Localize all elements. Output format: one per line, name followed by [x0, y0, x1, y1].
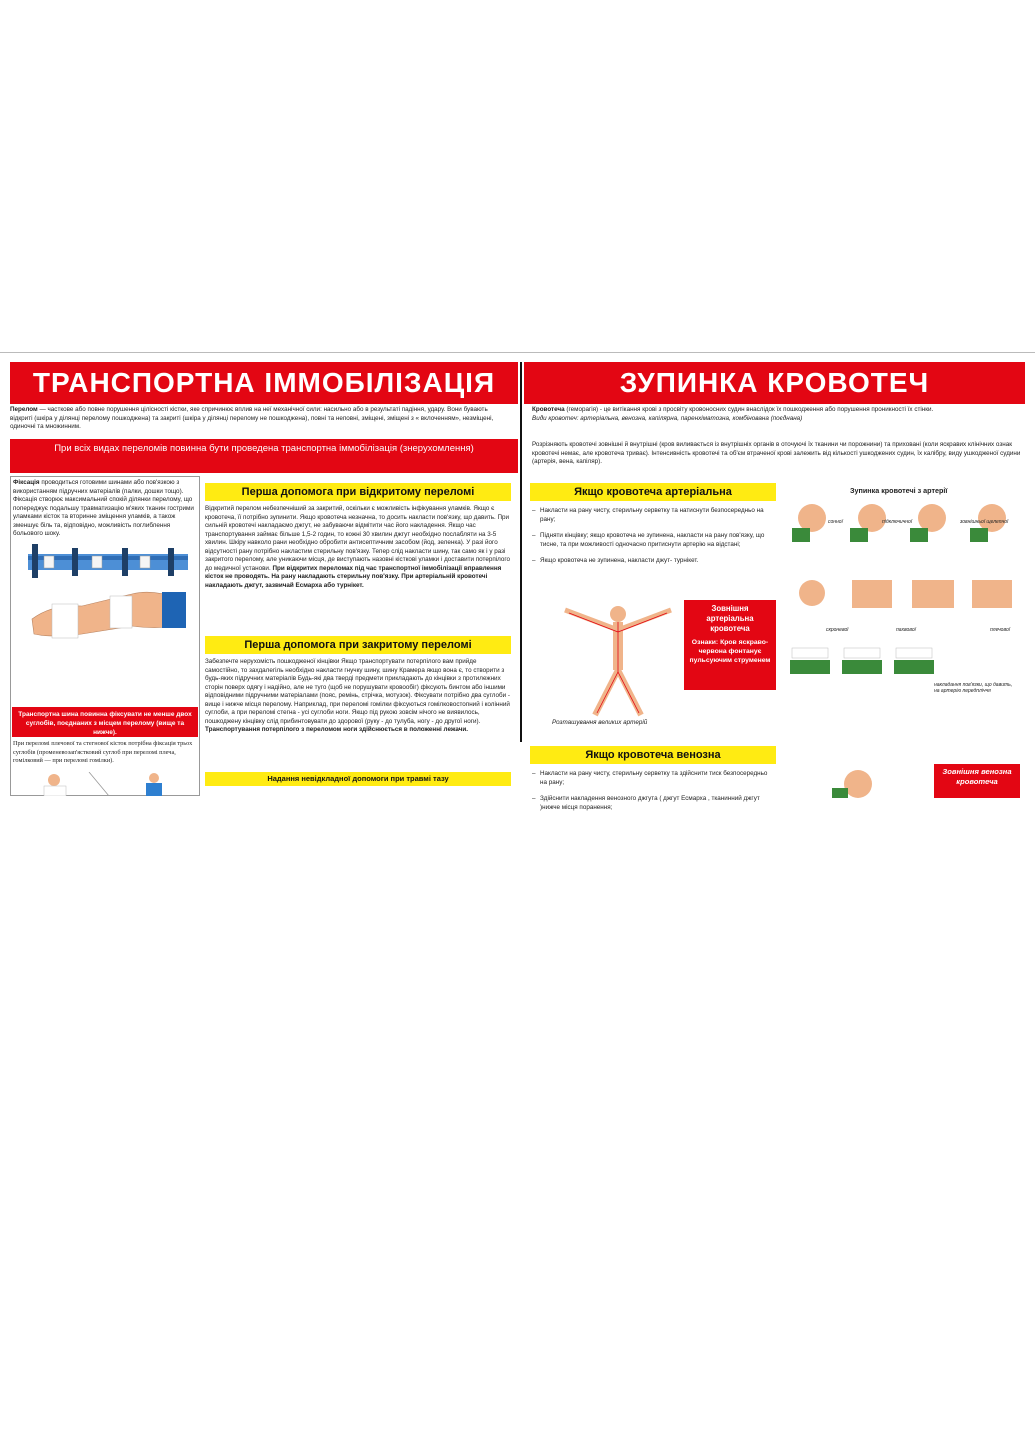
fracture-definition: — часткове або повне порушення цілісності кістки, яке спричинює вплив на неї механічної сили: насильно або в результаті падіння, удару. Вони бувають відкриті (шкіра у ділянці перелому пошкоджена) та закриті (шкіра у ділянці перелому не пошкоджена), повні та неповні, зміщені, зміщені з « вклоченням», незміщені, одиночні та множинним.: [10, 406, 494, 430]
open-fracture-heading: Перша допомога при відкритому переломі: [205, 483, 511, 501]
immobilization-banner: При всіх видах переломів повинна бути проведена транспортна іммобілізація (знерухомлення): [10, 439, 518, 473]
bleeding-definition: (геморагія) - це витікання крові з просвіту кровоносних судин внаслідок їх пошкодження або порушення проникності їх стінки.: [564, 406, 934, 413]
splint-illustration: [12, 534, 198, 652]
fracture-term: Перелом: [10, 406, 38, 413]
venous-step: – Здійснити накладення венозного джгута ( джгут Есмарха , тканинний джгут )нижче місця поранення;: [532, 795, 776, 812]
shoulder-note: При переломі плечової та стегнової кісток потрібна фіксація трьох суглобів (променевозап'ястковий суглоб при переломі плеча, гомілковий — при переломі гомілки).: [13, 740, 193, 765]
open-fracture-body: Відкритий перелом небезпечніший за закритий, оскільки є можливість інфікування уламків. Якщо є кровотеча, її потрібно зупинити. Якщо кровотеча незначна, то досить накласти пов'язку, що давить. При сильній кровотечі накладаємо джгут, не забуваючи відмітити час його накладення. Якщо час транспортування займає більше 1,5-2 годин, то кожні 30 хвилин джгут необхідно послабляти на 3-5 хвилин. Шкіру навколо рани необхідно обробити антисептичним засобом (йод, зеленка). У разі його відсутності рану потрібно накластим стерильну пов'язку. Тепер слід накласти шину, так само як і у разі закритого перелому, але уникаючи місця, де виступають назовні кісткові уламки і доставити потерпілого до медичної установи.: [205, 505, 511, 572]
arterial-card: [684, 600, 776, 690]
poster: [0, 352, 1035, 812]
open-fracture-text: [205, 505, 511, 590]
venous-illustration: [822, 764, 902, 798]
venous-step: – Накласти на рану чисту, стерильну серветку та здійснити тиск безпосередньо на рану;: [532, 770, 776, 787]
venous-steps: [532, 770, 776, 820]
right-title: ЗУПИНКА КРОВОТЕЧ: [524, 362, 1025, 404]
label-pakhvovoi: пахвової: [896, 627, 916, 633]
label-shchelep: зовнішньої щелепної: [960, 519, 1009, 525]
open-fracture-bold: При відкритих переломах під час транспортної іммобілізації вправлення кісток не проводять. На рану накладають стерильну пов'язку. При артеріальній кровотечі накладають джгут, зазвичай Есмарха або турнікет.: [205, 564, 502, 589]
left-title: ТРАНСПОРТНА ІММОБІЛІЗАЦІЯ: [10, 362, 518, 404]
bleeding-term: Кровотеча: [532, 406, 565, 413]
fixation-term: Фіксація: [13, 479, 40, 486]
arteries-figure: [555, 600, 681, 730]
closed-fracture-body: Забезпечте нерухомість пошкодженої кінцівки Якщо транспортувати потерпілого вам прийде самостійно, то захдалегіль необхідно накласти гнучку шину, шину Крамера якщо вона є, то створити з будь-яких підручних матеріалів Будь-які два тверді предмети прикладають до кінцівки з протилежних сторін поверх одягу і надійно, але не туго (щоб не порушувати кровообіг) фіксують бинтом або іншими відповідними підручними матеріалами (пояс, ремінь, стрічка, мотузок). Фіксувати потрібно два суглоби - вище і нижче місця перелому. Наприклад, при переломі гомілки фіксуються гомілковостопний і колінний суглоби, а при переломі стегна - усі суглоби ноги. Якщо під рукою зовсім нічого не виявилось, пошкоджену кінцівку слід прибинтовувати до здорової (руку - до тулуба, ногу - до другої ноги).: [205, 658, 510, 725]
label-skronevoi: скроневої: [826, 627, 849, 633]
label-pidklyuch: підключичної: [882, 519, 912, 525]
venous-card-title: Зовнішня венозна кровотеча: [942, 767, 1012, 786]
arterial-card-title: Зовнішня артеріальна кровотеча: [706, 604, 754, 633]
arterial-step: – Якщо кровотеча не зупинена, накласти джут- турнікет.: [532, 557, 776, 566]
center-divider: [520, 362, 522, 742]
arm-leg-illustration: [14, 772, 194, 796]
arterial-card-text: Ознаки: Кров яскраво-червона фонтанує пульсуючим струменем: [689, 639, 771, 664]
bleeding-types: Види кровотеч: артеріальна, венозна, капілярна, паренхіматозна, комбінована (поєднана): [532, 414, 803, 422]
fracture-intro: [10, 406, 510, 432]
closed-fracture-bold: Транспортування потерпілого з переломом ноги здійснюється в положенні лежачи.: [205, 726, 469, 733]
arteries-caption: Розташування великих артерій: [552, 719, 648, 726]
closed-fracture-text: [205, 658, 511, 735]
fixation-paragraph: [13, 479, 197, 539]
fixation-text: проводиться готовими шинами або пов'язкою з використанням підручних матеріалів (палки, дошки тощо). Фіксація створює максимальний спокій ділянки перелому, що попереджує подальшу травматизацію м'яких тканин гострими уламками кісток та вторинне зміщення уламків, а також зменшує біль та, відповідно, можливість поглиблення больового шоку.: [13, 479, 194, 537]
arterial-step: – Накласти на рану чисту, стерильну серветку та натиснути безпосередньо на рану;: [532, 507, 776, 524]
arterial-step: – Підняти кінцівку; якщо кровотеча не зупинена, накласти на рану пов'язку, що тисне, та при можливості одночасно притиснути артерію на відстані;: [532, 532, 776, 549]
label-pleche: плечової: [990, 627, 1010, 633]
bleeding-types-text: Розрізняють кровотечі зовнішні й внутрішні (кров виливається із внутрішніх органів в оточуючі їх тканини чи порожнини) та приховані (коли яскравих клінічних ознак кровотечі немає, але кровотеча триває). Інтенсивність кровотечі та об'єм втраченої крові залежить від кількості ушкоджених судин, їх калібру, виду ушкодженої судини (артерія, вена, капіляр).: [532, 441, 1021, 465]
pressure-points-illustration: [782, 498, 1022, 708]
venous-card: [934, 764, 1020, 798]
top-rule: [0, 352, 1035, 353]
venous-heading: Якщо кровотеча венозна: [530, 746, 776, 764]
arterial-steps: [532, 507, 776, 574]
label-bandage: накладання пов'язки, що давить, на артерію передпліччя: [934, 682, 1013, 694]
stop-arterial-title: Зупинка кровотечі з артерії: [850, 486, 948, 495]
pelvis-heading: Надання невідкладної допомоги при травмі тазу: [205, 772, 511, 786]
arterial-heading: Якщо кровотеча артеріальна: [530, 483, 776, 501]
splint-note: Транспортна шина повинна фіксувати не менше двох суглобів, поєднаних з місцем перелому (вище та нижче).: [12, 707, 198, 737]
bleeding-intro: [532, 406, 1022, 423]
closed-fracture-heading: Перша допомога при закритому переломі: [205, 636, 511, 654]
label-sonna: сонної: [828, 519, 843, 525]
